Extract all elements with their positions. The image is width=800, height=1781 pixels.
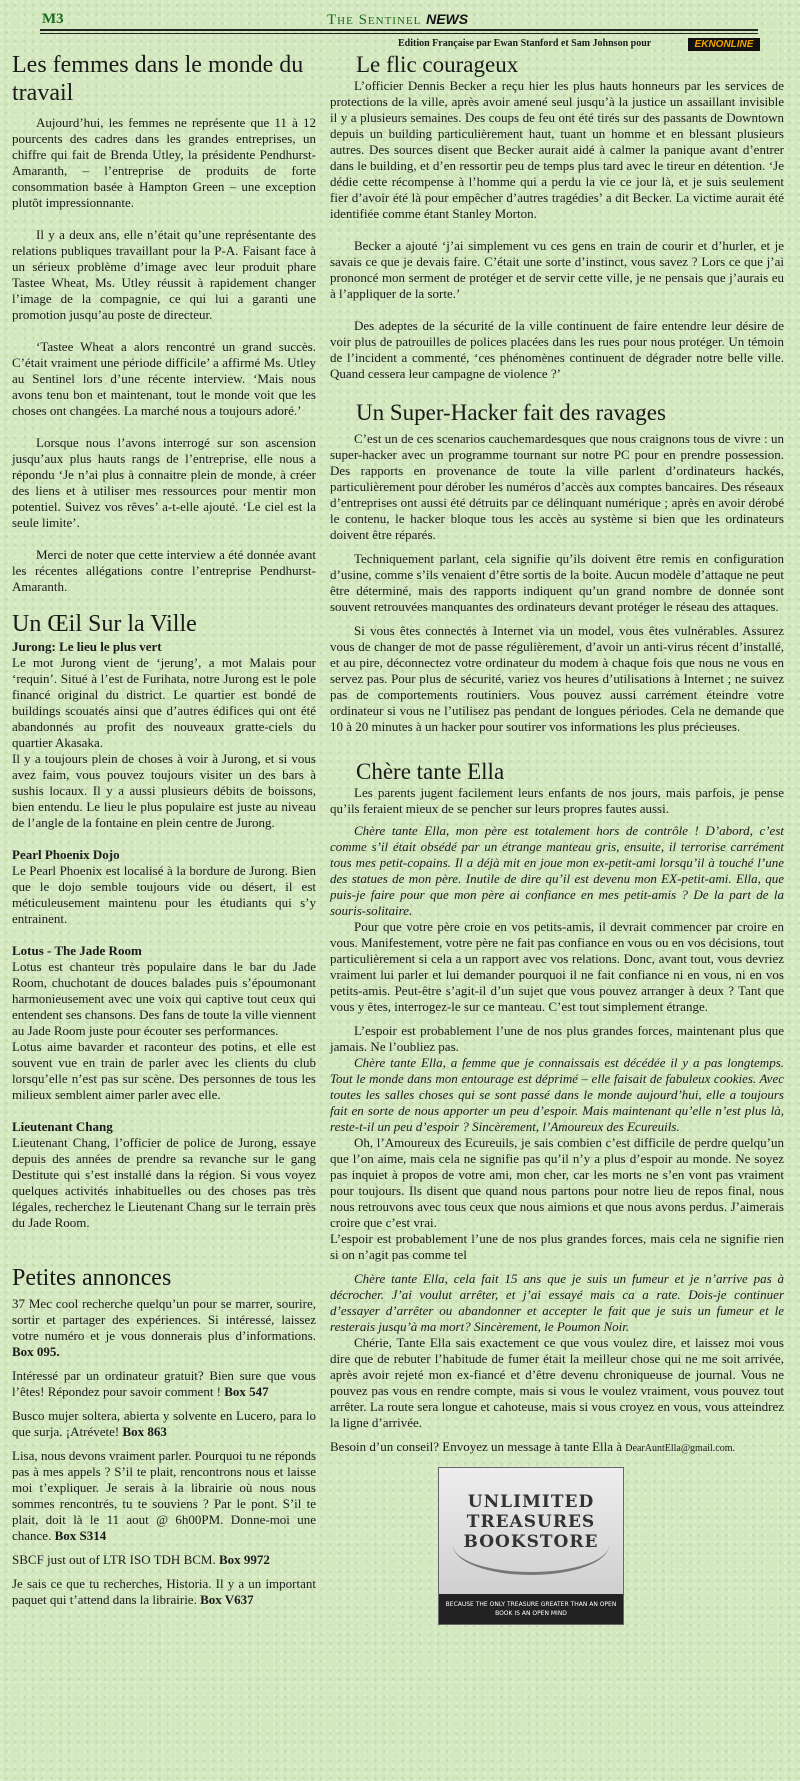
ad-box: Box S314	[54, 1528, 107, 1544]
article-paragraph: ‘Tastee Wheat a alors rencontré un grand succès. C’était vraiment une période difficile’ a affirmé Ms. Utley au Sentinel lors d’une récente interview. ‘Mais nous avons tenu bon et maintenant, tout le monde voit que les choses ont changées. La marché nous a toujours adoré.’	[12, 339, 316, 419]
article-paragraph: Techniquement parlant, cela signifie qu’ils doivent être remis en configuration d’usine, comme s’ils venaient d’être sortis de la boite. Aucun modèle d’attaque ne peut être déterminé, mais des rapports indiquent qu’un grand nombre de donnée sont souvent retrouvées manquantes des ordinateurs devant protéger le réseau des attaques.	[330, 550, 784, 614]
section-paragraph: Le mot Jurong vient de ‘jerung’, a mot Malais pour ‘requin’. Situé à l’est de Furihata, notre Jurong est le pole financé original du district. Le quartier est bondé de buildings scouatés ainsi que d’autres édifices qui ont été abandonnés au profit des nouveaux gratte-ciels du quartier Akasaka.	[12, 654, 316, 750]
advice-letter: Chère tante Ella, a femme que je connaissais est décédée il y a pas longtemps. Tout le monde dans mon entourage est déprimé – elle faisait de fabuleux cookies. Avec toutes les salles choses qui se sont passé dans le monde aujourd’hui, elle a toujours fait en sorte de nous apporter un peu d’espoir. Mais maintenant qu’elle n’est plus là, reste-t-il un peu d’espoir ? Sincèrement, l’Amoureux des Ecureuils.	[330, 1055, 784, 1135]
section-paragraph: Il y a toujours plein de choses à voir à Jurong, et si vous avez faim, vous pouvez toujours visiter un des bars à sushis locaux. Il y a aussi plusieurs débits de boissons, bien entendu. Le lieu le plus populaire est juste au niveau de l’angle de la fontaine en plein centre de Jurong.	[12, 750, 316, 830]
article-paragraph: Becker a ajouté ‘j’ai simplement vu ces gens en train de courir et d’hurler, et je savais ce que je devais faire. C’était une sorte d’instinct, vous savez ? Lors ce que j’ai prononcé mon serment de protéger et de servir cette ville, je ne pensais que j’aurais eu à l’appliquer de la sorte.’	[330, 238, 784, 302]
contact-email: DearAuntElla@gmail.com.	[625, 1443, 736, 1455]
classified-ad	[12, 1552, 316, 1568]
section-heading: Lieutenant Chang	[12, 1118, 113, 1134]
classifieds-title: Petites annonces	[12, 1264, 172, 1291]
open-book-icon	[453, 1516, 609, 1575]
masthead-rule	[40, 29, 758, 31]
ad-text: Intéressé par un ordinateur gratuit? Bien sure que vous l’êtes! Répondez pour savoir comment !	[12, 1368, 316, 1400]
advice-reply: L’espoir est probablement l’une de nos plus grandes forces, mais cela ne signifie rien si on n’agit pas comme tel	[330, 1231, 784, 1263]
bookstore-tagline: BECAUSE THE ONLY TREASURE GREATER THAN AN OPEN BOOK IS AN OPEN MIND	[439, 1594, 623, 1624]
article-paragraph: C’est un de ces scenarios cauchemardesques que nous craignons tous de vivre : un super-hacker avec un programme tournant sur notre PC pour en prendre possession. Des rapports en provenance de toute la ville parlent d’ordinateurs hackés, particulièrement pour dérober les numéros d’accès aux comptes bancaires. Des réseaux d’entreprises ont aussi été détruits par ce délinquant numérique ; après en avoir dérobé le contenu, le hacker bloque tous les accès au système si bien que les ordinateurs doivent être réparés.	[330, 430, 784, 542]
classified-ad	[12, 1368, 316, 1400]
classified-ad	[12, 1448, 316, 1544]
section-heading: Jurong: Le lieu le plus vert	[12, 638, 162, 654]
ad-box: Box 9972	[218, 1552, 270, 1568]
section-paragraph: Lotus est chanteur très populaire dans le bar du Jade Room, chuchotant de douces balades puis s’époumonant harmonieusement avec une voix qui captive tout ceux qui entendent ses chansons. Des fans de toute la ville viennent au Jade Room juste pour écouter ses performances.	[12, 958, 316, 1038]
article-paragraph: L’officier Dennis Becker a reçu hier les plus hauts honneurs par les services de protections de la ville, après avoir amené seul jusqu’à la justice un assaillant invisible il y a plusieurs semaines. Des coups de feu ont été tirés sur des passants de Downtown depuis un building particulièrement haut, tuant un homme et en blessant plusieurs autres. Des sources disent que Becker aurait aidé à calmer la panique avant d’entrer dans le building, et d’en ressortir peu de temps plus tard avec le tireur en détention. ‘Je dédie cette récompense à l’homme qui a perdu la vie ce jour là, et je suis seulement fier d’avoir été là pour empêcher d’autres tragédies’ a dit Becker. La victime aurait été identifiée comme étant Stanley Morton.	[330, 78, 784, 222]
advice-note: L’espoir est probablement l’une de nos plus grandes forces, maintenant plus que jamais. Ne l’oubliez pas.	[330, 1023, 784, 1055]
article-paragraph: Lorsque nous l’avons interrogé sur son ascension jusqu’aux plus hauts rangs de l’entreprise, elle nous a répondu ‘Je n’ai plus à connaitre plein de monde, à créer des liens et à utiliser mes ressources pour mentir mon potentiel. Suivez vos rêves’ a-t-elle ajouté. ‘Le ciel est la seule limite’.	[12, 435, 316, 531]
ad-text: SBCF just out of LTR ISO TDH BCM.	[12, 1552, 216, 1568]
bookstore-line: TREASURES	[466, 1512, 596, 1533]
classified-ad	[12, 1296, 316, 1360]
cop-article-title: Le flic courageux	[356, 52, 519, 77]
advice-reply: Pour que votre père croie en vos petits-amis, il devrait commencer par croire en vous. Manifestement, votre père ne fait pas confiance en vous ou en vos décisions, tout particulièrement si cela a un rapport avec vos relations. Donc, avant tout, vous devriez vraiment lui parler et lui demander pourquoi il ne fait confiance ni en vous, ni en vos petits-amis. Peut-être s’agit-il d’un sujet que vous pouvez arranger à deux ? Tant que vous y êtes, interrogez-le sur ce manteau. C’est tout simplement étrange.	[330, 919, 784, 1015]
article-paragraph: Si vous êtes connectés à Internet via un model, vous êtes vulnérables. Assurez vous de changer de mot de passe régulièrement, d’avoir un anti-virus récent d’installé, et au pire, déconnectez votre ordinateur du modem à chaque fois que nous ne vous en servez pas. Pour plus de sécurité, variez vos heures d’utilisations à Internet ; ne suivez pas de comportements routiniers. Vous pouvez aussi carrément éteindre votre ordinateur si vous ne l’utilisez pas pendant de longues périodes. Cela ne demande que 10 à 20 minutes à un hacker pour soutirer vos informations les plus précieuses.	[330, 622, 784, 734]
ad-box: Box V637	[200, 1592, 254, 1608]
masthead	[0, 0, 800, 52]
article-paragraph: Des adeptes de la sécurité de la ville continuent de faire entendre leur désire de voir plus de patrouilles de polices placées dans les rues pour nous protéger. Un témoin de l’incident a commenté, ‘ces phénomènes continuent de dégrader notre belle ville. Quand cessera leur campagne de violence ?’	[330, 318, 784, 382]
page-number: M3	[42, 11, 64, 27]
advice-letter: Chère tante Ella, cela fait 15 ans que je suis un fumeur et je n’arrive pas à décrocher. J’ai voulut arrêter, et j’ai essayé mais ca a rate. Dois-je continuer d’essayer d’arrêter ou abandonner et accepter le fait que je suis un fumeur et le resterais jusqu’à ma mort? Sincèrement, le Poumon Noir.	[330, 1271, 784, 1335]
section-paragraph: Lotus aime bavarder et raconteur des potins, et elle est souvent vue en train de parler avec les clients du club lorsqu’elle n’est pas sur scène. Des personnes de tous les milieux semblent aimer parler avec elle.	[12, 1038, 316, 1102]
classified-ad	[12, 1576, 316, 1608]
article-paragraph: Il y a deux ans, elle n’était qu’une représentante des relations publiques travaillant pour la P-A. Faisant face à un sérieux problème d’image avec leur produit phare Tastee Wheat, Ms. Utley réussit à rapidement changer l’image de la compagnie, ce qui lui a garanti une promotion jusqu’au poste de directeur.	[12, 227, 316, 323]
paper-name-news: NEWS	[426, 11, 469, 27]
masthead-rule-thin	[40, 33, 758, 34]
section-heading: Lotus - The Jade Room	[12, 942, 142, 958]
hacker-article-title: Un Super-Hacker fait des ravages	[356, 400, 666, 426]
ad-box: Box 863	[122, 1424, 167, 1440]
city-eye-title: Un Œil Sur la Ville	[12, 611, 197, 638]
women-article-title: Les femmes dans le monde du travail	[12, 52, 304, 106]
ad-text: Busco mujer soltera, abierta y solvente en Lucero, para lo que surja. ¡Atrévete!	[12, 1408, 316, 1440]
partner-logo: EKNONLINE	[688, 38, 760, 51]
ad-box: Box 547	[224, 1384, 269, 1400]
edition-credit: Edition Française par Ewan Stanford et Sam Johnson pour	[398, 38, 652, 49]
ad-text: 37 Mec cool recherche quelqu’un pour se marrer, sourire, sortir et partager des expériences. Si intéressé, laissez votre numéro et je vous donnerais plus d’informations.	[12, 1296, 316, 1344]
bookstore-line: BOOKSTORE	[463, 1532, 599, 1553]
article-paragraph: Aujourd’hui, les femmes ne représente que 11 à 12 pourcents des cadres dans les grandes entreprises, un chiffre qui fait de Brenda Utley, la présidente Pendhurst-Amaranth, – l’entreprise de produits de forte consommation basée à Hampton Green – une exception plutôt impressionnante.	[12, 115, 316, 211]
bookstore-line: UNLIMITED	[467, 1492, 595, 1513]
section-paragraph: Lieutenant Chang, l’officier de police de Jurong, essaye depuis des années de prendre sa revanche sur le gang Destitute qui s’est installé dans la région. Si vous voyez quelques activités inhabituelles ou des choses pas très légales, recherchez le Lieutenant Chang sur le terrain près du Jade Room.	[12, 1134, 316, 1230]
right-column	[330, 52, 784, 1625]
classified-ad	[12, 1408, 316, 1440]
article-paragraph: Merci de noter que cette interview a été donnée avant les récentes allégations contre l’entreprise Pendhurst-Amaranth.	[12, 547, 316, 595]
advice-letter: Chère tante Ella, mon père est totalement hors de contrôle ! D’abord, c’est comme s’il était obsédé par un étrange manteau gris, ensuite, il terrorise carrément tous mes petit-copains. Il a déjà mit en joue mon ex-petit-ami lorsqu’il à touché l’une des statues de mon père. Inutile de dire qu’il est devenu mon EX-petit-ami. Ella, que puis-je faire pour que mon père ai confiance en mes petit-amis ? De la part de la souris-solitaire.	[330, 823, 784, 919]
paper-name-text: The Sentinel	[327, 12, 422, 28]
section-paragraph: Le Pearl Phoenix est localisé à la bordure de Jurong. Bien que le dojo semble toujours vide ou désert, il est méticuleusement maintenu pour les étudiants qui s’y entrainent.	[12, 862, 316, 926]
advice-reply: Chérie, Tante Ella sais exactement ce que vous voulez dire, et laissez moi vous dire que de rebuter l’habitude de fumer était la meilleur chose qui ne me soit arrivée, après avoir rejeté mon ex-fiancé et d’être devenu chroniqueuse de journal. Vous ne pouvez pas vous en rendre compte, mais si vous le voulez vraiment, vous pouvez tout arrêter. La route sera longue et cahoteuse, mais si vous croyez en vous, vous atteindrez la ligne d’arrivée.	[330, 1335, 784, 1431]
paper-name	[327, 11, 468, 29]
advice-intro: Les parents jugent facilement leurs enfants de nos jours, mais parfois, je pense qu’ils feraient mieux de se pencher sur leurs propres fautes aussi.	[330, 785, 784, 817]
ad-text: Lisa, nous devons vraiment parler. Pourquoi tu ne réponds pas à mes appels ? S’il te plait, rencontrons nous et laisse moi t’expliquer. Je serais à la librairie où nous nous sommes rencontrés, tu te souviens ? Par le pont. S’il te plait, doit là le 11 aout @ 6h00PM. Donne-moi une chance.	[12, 1448, 316, 1544]
ad-text: Je sais ce que tu recherches, Historia. Il y a un important paquet qui t’attend dans la librairie.	[12, 1576, 316, 1608]
ad-box: Box 095.	[12, 1344, 60, 1360]
advice-contact	[330, 1439, 784, 1457]
advice-reply: Oh, l’Amoureux des Ecureuils, je sais combien c’est difficile de perdre quelqu’un que l’on aime, mais cela ne signifie pas qu’il n’y a plus d’espoir au monde. Ne soyez pas inquiet à propos de votre ami, mon cher, car les morts ne s’en vont pas vraiment pour toujours. Ils disent que quand nous partons pour notre lieu de repos final, nous nous retrouvons avec tous ceux que nous aimions et que nous avons perdus. J’aimerais croire que c’est vrai.	[330, 1135, 784, 1231]
contact-text: Besoin d’un conseil? Envoyez un message à tante Ella à	[330, 1439, 623, 1455]
section-heading: Pearl Phoenix Dojo	[12, 846, 120, 862]
bookstore-ad	[438, 1467, 624, 1625]
advice-column-title: Chère tante Ella	[356, 758, 505, 784]
left-column	[12, 52, 316, 1616]
